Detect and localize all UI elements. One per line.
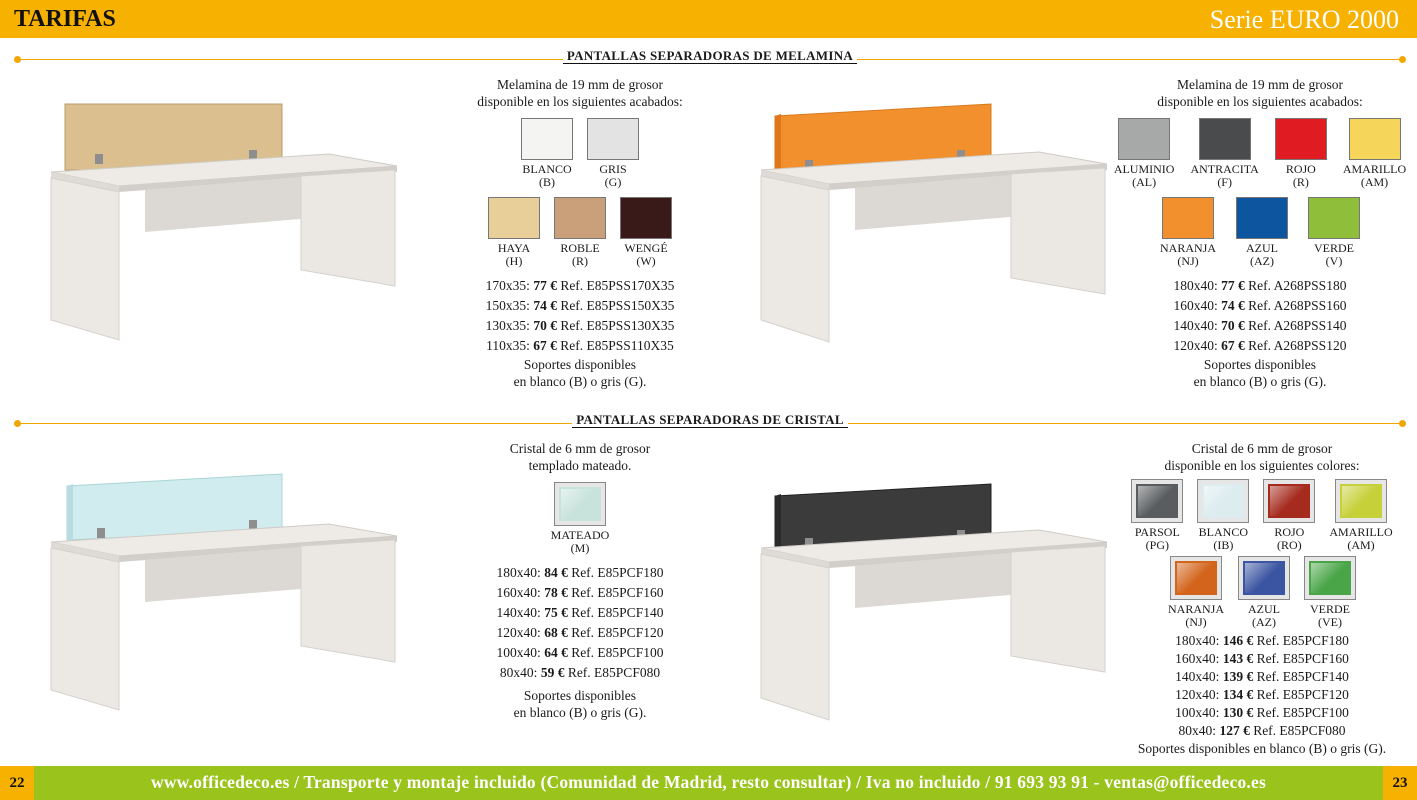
finish-name: GRIS	[599, 162, 627, 176]
description: Melamina de 19 mm de grosor	[496, 77, 664, 92]
finish-code: (PG)	[1145, 538, 1169, 552]
finish-name: WENGÉ	[624, 241, 668, 255]
supports-text: en blanco (B) o gris (G).	[513, 374, 647, 389]
desk-wood-screen-image	[45, 100, 405, 350]
size-label: 160x40:	[1173, 298, 1222, 313]
size-label: 160x40:	[1175, 651, 1223, 666]
color-chip	[1263, 479, 1315, 523]
price-value: 84 €	[544, 565, 568, 580]
finish-swatch	[1190, 118, 1258, 189]
price-value: 59 €	[540, 665, 565, 680]
finish-swatch	[1275, 118, 1327, 189]
price-row	[440, 563, 720, 583]
reference-code: Ref. E85PCF100	[567, 645, 664, 660]
finish-name: HAYA	[497, 241, 531, 255]
reference-code: Ref. A268PSS160	[1244, 298, 1347, 313]
reference-code: Ref. E85PCF140	[1253, 669, 1349, 684]
color-chip	[1238, 556, 1290, 600]
description: disponible en los siguientes acabados:	[1157, 94, 1363, 109]
color-chip	[1118, 118, 1170, 160]
price-value: 75 €	[544, 605, 568, 620]
price-value: 70 €	[1221, 318, 1245, 333]
price-row	[1110, 632, 1414, 650]
finish-code: (G)	[604, 175, 622, 189]
color-chip	[521, 118, 573, 160]
finish-code: (F)	[1217, 175, 1232, 189]
price-value: 134 €	[1222, 687, 1254, 702]
reference-code: Ref. E85PCF100	[1253, 705, 1349, 720]
size-label: 160x40:	[496, 585, 545, 600]
finish-code: (AZ)	[1250, 254, 1274, 268]
reference-code: Ref. E85PCF180	[567, 565, 664, 580]
footer-bar	[0, 766, 1417, 800]
header-title: TARIFAS	[14, 6, 116, 32]
size-label: 180x40:	[1175, 633, 1223, 648]
reference-code: Ref. E85PCF080	[564, 665, 661, 680]
color-chip	[1308, 197, 1360, 239]
color-chip	[1162, 197, 1214, 239]
color-chip	[554, 197, 606, 239]
cristal-left-info	[440, 440, 720, 721]
reference-code: Ref. E85PCF180	[1253, 633, 1349, 648]
size-label: 180x40:	[496, 565, 545, 580]
reference-code: Ref. E85PCF160	[567, 585, 664, 600]
finish-code: (RO)	[1276, 538, 1302, 552]
finish-code: (B)	[539, 175, 555, 189]
finish-swatch	[1238, 556, 1290, 629]
finish-swatch	[1263, 479, 1315, 552]
finish-name: AMARILLO	[1342, 162, 1407, 176]
price-row	[1110, 722, 1414, 740]
size-label: 150x35:	[485, 298, 534, 313]
price-row	[1110, 650, 1414, 668]
finish-name: ROJO	[1274, 525, 1305, 539]
finish-name: AZUL	[1248, 602, 1280, 616]
supports-text: Soportes disponibles en blanco (B) o gris (G).	[1137, 741, 1387, 756]
finish-code: (V)	[1325, 254, 1343, 268]
finish-name: ALUMINIO	[1113, 162, 1175, 176]
finish-name: PARSOL	[1134, 525, 1180, 539]
price-row	[1110, 276, 1410, 296]
price-value: 67 €	[1221, 338, 1245, 353]
price-row	[430, 296, 730, 316]
finish-swatch	[488, 197, 540, 268]
size-label: 80x40:	[499, 665, 541, 680]
color-chip	[1304, 556, 1356, 600]
color-chip	[1131, 479, 1183, 523]
price-value: 68 €	[544, 625, 568, 640]
finish-swatch	[551, 482, 610, 555]
finish-code: (AM)	[1347, 538, 1375, 552]
price-row	[440, 623, 720, 643]
price-row	[440, 643, 720, 663]
page-number-right: 23	[1383, 766, 1417, 800]
melamina-left-info	[430, 76, 730, 390]
finish-code: (AL)	[1132, 175, 1157, 189]
finish-name: ROJO	[1285, 162, 1316, 176]
finish-code: (VE)	[1318, 615, 1342, 629]
price-row	[1110, 686, 1414, 704]
reference-code: Ref. E85PSS110X35	[556, 338, 674, 353]
finish-name: BLANCO	[1198, 525, 1248, 539]
cristal-section-title: PANTALLAS SEPARADORAS DE CRISTAL	[572, 412, 848, 428]
description: templado mateado.	[528, 458, 632, 473]
reference-code: Ref. E85PSS130X35	[556, 318, 675, 333]
price-value: 77 €	[1221, 278, 1245, 293]
finish-name: AMARILLO	[1329, 525, 1393, 539]
finish-code: (AM)	[1360, 175, 1389, 189]
finish-name: ROBLE	[560, 241, 600, 255]
finish-swatch	[554, 197, 606, 268]
size-label: 80x40:	[1178, 723, 1220, 738]
description: disponible en los siguientes acabados:	[477, 94, 683, 109]
melamina-right-info	[1110, 76, 1410, 390]
color-chip	[554, 482, 606, 526]
finish-code: (NJ)	[1177, 254, 1199, 268]
description: disponible en los siguientes colores:	[1164, 458, 1360, 473]
finish-name: ANTRACITA	[1190, 162, 1259, 176]
supports-text: Soportes disponibles	[523, 688, 637, 703]
price-value: 74 €	[533, 298, 557, 313]
finish-name: AZUL	[1246, 241, 1278, 255]
reference-code: Ref. E85PSS170X35	[556, 278, 675, 293]
color-chip	[1170, 556, 1222, 600]
finish-code: (H)	[505, 254, 523, 268]
finish-code: (AZ)	[1252, 615, 1276, 629]
description: Cristal de 6 mm de grosor	[509, 441, 651, 456]
description: Melamina de 19 mm de grosor	[1176, 77, 1344, 92]
finish-swatch	[1236, 197, 1288, 268]
finish-swatch	[521, 118, 573, 189]
price-row	[1110, 704, 1414, 722]
size-label: 170x35:	[485, 278, 534, 293]
page-number-left: 22	[0, 766, 34, 800]
cristal-section-heading	[14, 412, 1406, 432]
cristal-right-info	[1110, 440, 1414, 757]
size-label: 120x40:	[1173, 338, 1222, 353]
desk-dark-glass-image	[755, 476, 1115, 726]
series-title: Serie EURO 2000	[1209, 5, 1399, 34]
supports-text: en blanco (B) o gris (G).	[1193, 374, 1327, 389]
color-chip	[1335, 479, 1387, 523]
price-value: 130 €	[1222, 705, 1254, 720]
color-chip	[1349, 118, 1401, 160]
finish-code: (M)	[570, 541, 590, 555]
reference-code: Ref. E85PCF160	[1253, 651, 1349, 666]
size-label: 140x40:	[1175, 669, 1223, 684]
size-label: 140x40:	[1173, 318, 1222, 333]
reference-code: Ref. E85PCF120	[567, 625, 664, 640]
size-label: 180x40:	[1173, 278, 1222, 293]
color-chip	[1197, 479, 1249, 523]
reference-code: Ref. E85PSS150X35	[556, 298, 675, 313]
price-row	[430, 316, 730, 336]
color-chip	[587, 118, 639, 160]
description: Cristal de 6 mm de grosor	[1191, 441, 1333, 456]
price-value: 143 €	[1222, 651, 1254, 666]
color-chip	[1275, 118, 1327, 160]
price-value: 67 €	[533, 338, 557, 353]
finish-swatch	[1131, 479, 1183, 552]
desk-frosted-glass-image	[45, 470, 405, 720]
finish-swatch	[620, 197, 672, 268]
price-row	[1110, 336, 1410, 356]
finish-swatch	[1343, 118, 1406, 189]
finish-swatch	[587, 118, 639, 189]
color-chip	[488, 197, 540, 239]
reference-code: Ref. E85PCF140	[567, 605, 664, 620]
price-value: 70 €	[533, 318, 557, 333]
reference-code: Ref. E85PCF080	[1249, 723, 1346, 738]
reference-code: Ref. A268PSS180	[1244, 278, 1347, 293]
price-value: 146 €	[1222, 633, 1254, 648]
size-label: 120x40:	[1175, 687, 1223, 702]
reference-code: Ref. A268PSS120	[1244, 338, 1347, 353]
price-value: 127 €	[1219, 723, 1250, 738]
size-label: 100x40:	[1175, 705, 1223, 720]
footer-contact-text: www.officedeco.es / Transporte y montaje incluido (Comunidad de Madrid, resto consultar) / Iva no incluido / 91 693 93 91 - ventas@officedeco.es	[151, 772, 1266, 792]
finish-name: VERDE	[1310, 602, 1350, 616]
price-value: 78 €	[544, 585, 568, 600]
price-value: 139 €	[1222, 669, 1254, 684]
price-value: 74 €	[1221, 298, 1245, 313]
supports-text: Soportes disponibles	[1203, 357, 1317, 372]
color-chip	[1236, 197, 1288, 239]
reference-code: Ref. A268PSS140	[1244, 318, 1347, 333]
price-row	[440, 583, 720, 603]
finish-swatch	[1308, 197, 1360, 268]
finish-name: MATEADO	[550, 528, 610, 542]
finish-swatch	[1114, 118, 1175, 189]
finish-name: VERDE	[1314, 241, 1354, 255]
size-label: 130x35:	[485, 318, 534, 333]
color-chip	[620, 197, 672, 239]
finish-swatch	[1168, 556, 1224, 629]
header-bar	[0, 0, 1417, 38]
price-row	[1110, 316, 1410, 336]
price-row	[1110, 668, 1414, 686]
finish-name: NARANJA	[1159, 241, 1216, 255]
finish-code: (IB)	[1213, 538, 1234, 552]
size-label: 140x40:	[496, 605, 545, 620]
price-row	[1110, 296, 1410, 316]
melamina-section-heading	[14, 48, 1406, 68]
supports-text: Soportes disponibles	[523, 357, 637, 372]
desk-orange-screen-image	[755, 98, 1115, 348]
price-value: 64 €	[544, 645, 568, 660]
size-label: 110x35:	[486, 338, 534, 353]
melamina-section-title: PANTALLAS SEPARADORAS DE MELAMINA	[563, 48, 857, 64]
finish-swatch	[1160, 197, 1216, 268]
finish-code: (W)	[636, 254, 656, 268]
size-label: 120x40:	[496, 625, 545, 640]
size-label: 100x40:	[496, 645, 545, 660]
color-chip	[1199, 118, 1251, 160]
finish-code: (R)	[1292, 175, 1309, 189]
supports-text: en blanco (B) o gris (G).	[513, 705, 647, 720]
finish-swatch	[1197, 479, 1249, 552]
price-row	[430, 276, 730, 296]
price-value: 77 €	[533, 278, 557, 293]
price-row	[430, 336, 730, 356]
finish-code: (NJ)	[1185, 615, 1207, 629]
finish-swatch	[1329, 479, 1392, 552]
price-row	[440, 603, 720, 623]
finish-name: BLANCO	[522, 162, 572, 176]
finish-code: (R)	[572, 254, 588, 268]
finish-name: NARANJA	[1167, 602, 1224, 616]
price-row	[440, 663, 720, 683]
reference-code: Ref. E85PCF120	[1253, 687, 1349, 702]
finish-swatch	[1304, 556, 1356, 629]
